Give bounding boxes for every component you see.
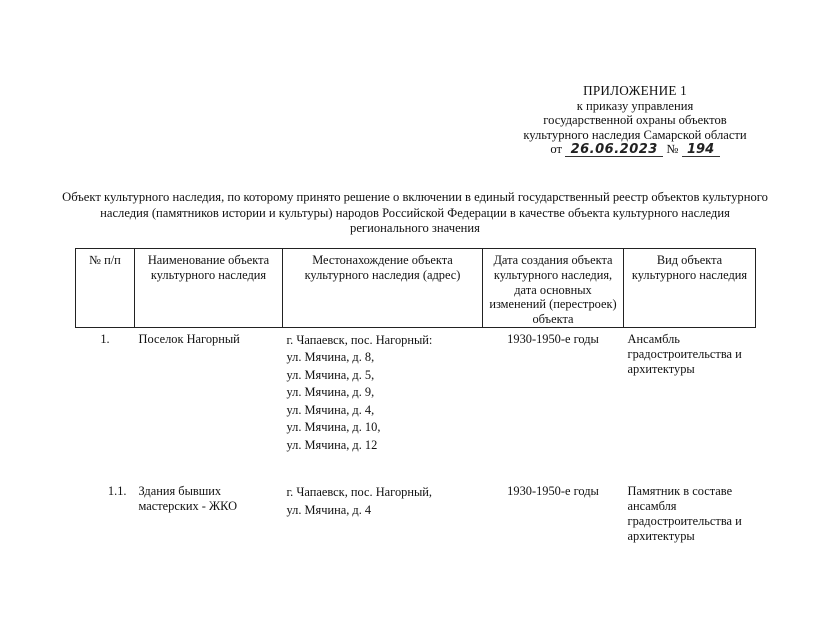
row-number: 1.1.: [107, 484, 127, 499]
heritage-table: [75, 248, 756, 544]
row-spacer: [76, 454, 756, 480]
row-type: Памятник в составе ансамбля градостроительства и архитектуры: [627, 484, 742, 543]
appendix-line: культурного наследия Самарской области: [523, 127, 747, 142]
row-date: 1930-1950-е годы: [507, 484, 599, 499]
appendix-line: государственной охраны объектов: [543, 113, 727, 128]
address-line: ул. Мячина, д. 8,: [286, 350, 375, 365]
handwritten-number: 194: [682, 144, 720, 157]
address-line: г. Чапаевск, пос. Нагорный,: [286, 485, 433, 500]
document-heading: Объект культурного наследия, по которому принято решение о включении в единый государственный реестр объектов культурного наследия (памятников истории и культуры) народов Российской Федерации в качестве объекта культурного наследия регионального значения: [62, 190, 768, 235]
row-address: [283, 480, 483, 543]
handwritten-date: 26.06.2023: [565, 144, 663, 157]
header-name: Наименование объекта культурного наследия: [135, 249, 283, 328]
address-line: ул. Мячина, д. 4: [286, 502, 372, 517]
address-line: ул. Мячина, д. 9,: [286, 385, 375, 400]
row-name: Поселок Нагорный: [138, 331, 240, 346]
header-date: Дата создания объекта культурного наследия, дата основных изменений (перестроек) объекта: [483, 249, 624, 328]
order-date-number: [510, 142, 760, 157]
header-number: № п/п: [76, 249, 135, 328]
appendix-block: [470, 84, 760, 157]
appendix-line: к приказу управления: [576, 98, 694, 113]
appendix-title: ПРИЛОЖЕНИЕ 1: [583, 83, 687, 98]
address-line: ул. Мячина, д. 4,: [286, 402, 375, 417]
address-line: ул. Мячина, д. 5,: [286, 367, 375, 382]
row-number: 1.: [100, 331, 110, 346]
row-type: Ансамбль градостроительства и архитектуры: [627, 331, 742, 376]
address-line: г. Чапаевск, пос. Нагорный:: [286, 332, 433, 347]
address-line: ул. Мячина, д. 12: [286, 437, 378, 452]
header-type: Вид объекта культурного наследия: [624, 249, 756, 328]
row-name: Здания бывших мастерских - ЖКО: [138, 484, 238, 514]
table-header-row: [76, 249, 756, 328]
from-label: от: [550, 142, 563, 157]
row-address: [283, 327, 483, 454]
table-row: [76, 327, 756, 454]
address-line: ул. Мячина, д. 10,: [286, 420, 381, 435]
row-date: 1930-1950-е годы: [507, 331, 599, 346]
number-label: №: [666, 142, 679, 157]
table-row: [76, 480, 756, 543]
header-address: Местонахождение объекта культурного наследия (адрес): [283, 249, 483, 328]
